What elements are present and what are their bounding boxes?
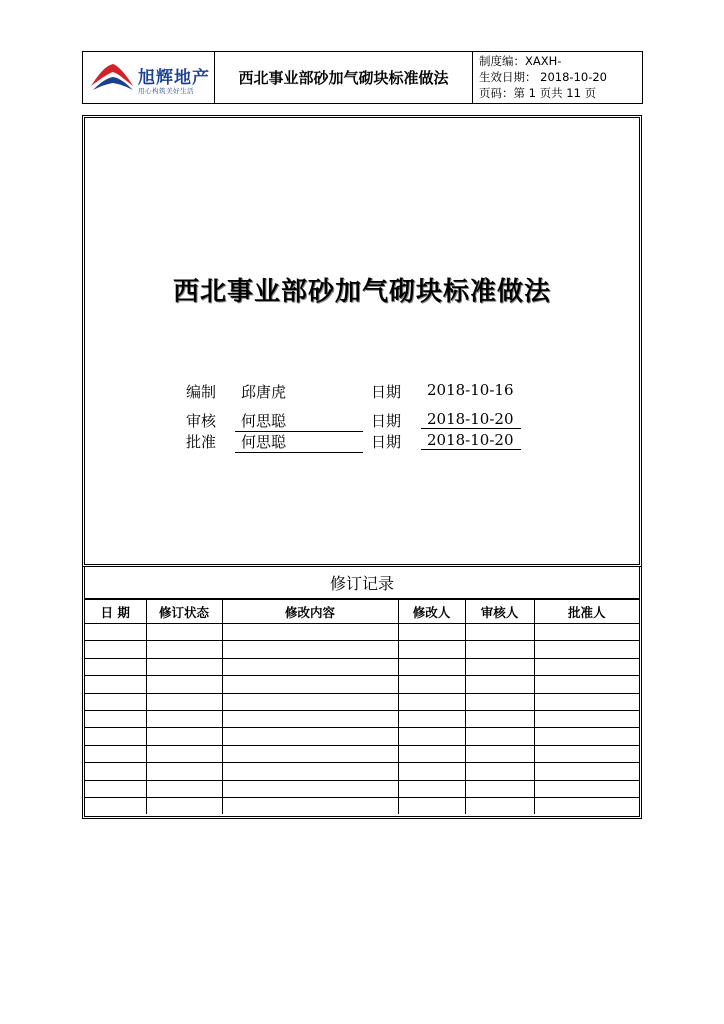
table-cell — [85, 797, 146, 814]
revision-title: 修订记录 — [85, 567, 639, 599]
table-cell — [85, 745, 146, 762]
table-cell — [465, 641, 534, 658]
col-approver: 批准人 — [534, 600, 639, 624]
table-cell — [85, 658, 146, 675]
table-row — [85, 693, 639, 710]
table-cell — [534, 797, 639, 814]
sig-date-prepared: 2018-10-16 — [427, 381, 514, 399]
table-cell — [398, 797, 465, 814]
logo-slogan: 用心构筑美好生活 — [138, 87, 194, 95]
table-cell — [222, 710, 398, 727]
table-cell — [398, 780, 465, 797]
logo-company-name: 旭辉地产 — [138, 68, 210, 88]
table-cell — [222, 763, 398, 780]
table-cell — [465, 728, 534, 745]
sig-name-reviewed: 何思聪 — [235, 410, 363, 432]
table-cell — [534, 641, 639, 658]
revision-body — [85, 624, 639, 815]
table-cell — [85, 641, 146, 658]
table-cell — [465, 745, 534, 762]
table-cell — [222, 728, 398, 745]
col-content: 修改内容 — [222, 600, 398, 624]
sig-name-approved: 何思聪 — [235, 431, 363, 453]
table-cell — [222, 780, 398, 797]
table-row — [85, 763, 639, 780]
table-row — [85, 780, 639, 797]
table-cell — [534, 676, 639, 693]
table-cell — [398, 763, 465, 780]
table-cell — [222, 693, 398, 710]
table-cell — [146, 728, 222, 745]
table-cell — [222, 641, 398, 658]
table-cell — [465, 676, 534, 693]
header-meta — [473, 52, 642, 103]
table-cell — [146, 658, 222, 675]
document-title: 西北事业部砂加气砌块标准做法 — [172, 277, 551, 307]
table-cell — [146, 745, 222, 762]
table-cell — [534, 658, 639, 675]
sig-role-approved: 批准 — [186, 433, 217, 451]
table-row — [85, 641, 639, 658]
table-cell — [85, 710, 146, 727]
table-cell — [146, 624, 222, 641]
sig-date-label-reviewed: 日期 — [371, 412, 402, 430]
table-cell — [465, 780, 534, 797]
table-cell — [222, 797, 398, 814]
table-cell — [465, 710, 534, 727]
table-cell — [465, 658, 534, 675]
table-cell — [146, 797, 222, 814]
table-cell — [398, 676, 465, 693]
table-cell — [534, 710, 639, 727]
document-header — [82, 51, 643, 104]
sig-date-approved: 2018-10-20 — [421, 431, 521, 450]
table-cell — [85, 780, 146, 797]
table-cell — [85, 763, 146, 780]
table-row — [85, 624, 639, 641]
table-cell — [146, 676, 222, 693]
table-row — [85, 676, 639, 693]
table-cell — [398, 710, 465, 727]
col-reviewer: 审核人 — [465, 600, 534, 624]
cover-box — [82, 115, 642, 567]
table-cell — [398, 728, 465, 745]
table-cell — [146, 763, 222, 780]
table-cell — [398, 745, 465, 762]
company-logo — [83, 52, 215, 103]
table-cell — [465, 624, 534, 641]
table-cell — [146, 641, 222, 658]
revision-header-row — [85, 600, 639, 624]
table-cell — [85, 728, 146, 745]
table-cell — [146, 780, 222, 797]
table-cell — [534, 780, 639, 797]
col-date: 日 期 — [85, 600, 146, 624]
table-cell — [222, 624, 398, 641]
revision-table — [85, 599, 639, 814]
table-row — [85, 797, 639, 814]
table-cell — [398, 641, 465, 658]
sig-role-reviewed: 审核 — [186, 412, 217, 430]
table-cell — [534, 745, 639, 762]
table-cell — [222, 676, 398, 693]
table-cell — [146, 710, 222, 727]
table-cell — [465, 797, 534, 814]
page-number: 页码：第 1 页共 11 页 — [479, 86, 597, 100]
table-cell — [85, 676, 146, 693]
table-row — [85, 710, 639, 727]
col-status: 修订状态 — [146, 600, 222, 624]
sig-date-label-approved: 日期 — [371, 433, 402, 451]
table-cell — [222, 745, 398, 762]
table-row — [85, 658, 639, 675]
sig-date-reviewed: 2018-10-20 — [421, 410, 521, 429]
table-cell — [534, 624, 639, 641]
sig-role-prepared: 编制 — [186, 383, 217, 401]
table-cell — [398, 693, 465, 710]
table-cell — [222, 658, 398, 675]
doc-code: 制度编：XAXH- — [479, 54, 562, 68]
sig-date-label-prepared: 日期 — [371, 383, 402, 401]
table-cell — [398, 658, 465, 675]
table-row — [85, 728, 639, 745]
table-cell — [398, 624, 465, 641]
revision-record — [82, 567, 642, 819]
table-cell — [465, 763, 534, 780]
mountain-logo-icon — [89, 60, 135, 96]
header-title: 西北事业部砂加气砌块标准做法 — [215, 52, 473, 103]
effective-date: 生效日期： 2018-10-20 — [479, 70, 607, 84]
sig-name-prepared: 邱唐虎 — [241, 383, 287, 401]
table-cell — [534, 728, 639, 745]
table-cell — [534, 763, 639, 780]
table-cell — [85, 624, 146, 641]
col-modifier: 修改人 — [398, 600, 465, 624]
table-cell — [146, 693, 222, 710]
table-cell — [85, 693, 146, 710]
table-cell — [534, 693, 639, 710]
table-row — [85, 745, 639, 762]
table-cell — [465, 693, 534, 710]
